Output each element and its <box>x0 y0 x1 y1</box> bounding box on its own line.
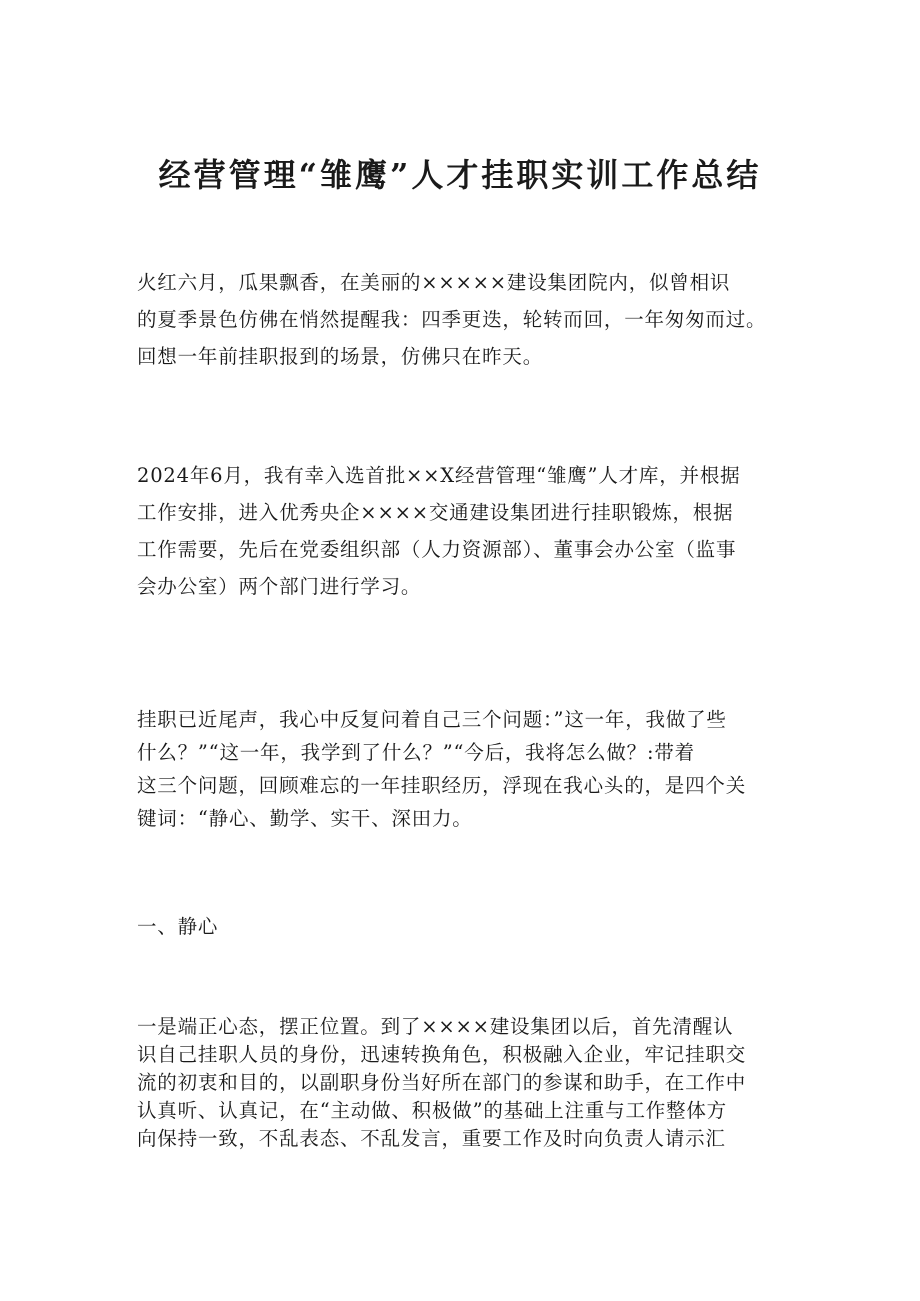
paragraph-line: 回想一年前挂职报到的场景，仿佛只在昨天。 <box>137 345 544 368</box>
paragraph-line: 认真听、认真记，在“主动做、积极做”的基础上注重与工作整体方 <box>137 1099 727 1122</box>
paragraph-line: 的夏季景色仿佛在悄然提醒我：四季更迭，轮转而回，一年匆匆而过。 <box>137 308 767 331</box>
paragraph-line: 这三个问题，回顾难忘的一年挂职经历，浮现在我心头的，是四个关 <box>137 774 747 797</box>
paragraph-line: 挂职已近尾声，我心中反复问着自己三个问题：”这一年，我做了些 <box>137 708 727 731</box>
paragraph-background <box>137 457 797 605</box>
paragraph-line: 一是端正心态，摆正位置。到了××××建设集团以后，首先清醒认 <box>137 1015 734 1038</box>
paragraph-line: 流的初衷和目的，以副职身份当好所在部门的参谋和助手，在工作中 <box>137 1071 747 1094</box>
paragraph-line: 键词：“静心、勤学、实干、深田力。 <box>137 807 473 830</box>
document-title: 经营管理“雏鹰”人才挂职实训工作总结 <box>158 156 762 195</box>
section-heading: 一、静心 <box>137 915 219 938</box>
paragraph-line: 火红六月，瓜果飘香，在美丽的×××××建设集团院内，似曾相识 <box>137 271 731 294</box>
paragraph-line: 会办公室）两个部门进行学习。 <box>137 575 422 598</box>
paragraph-questions <box>137 703 797 835</box>
paragraph-line: 工作安排，进入优秀央企××××交通建设集团进行挂职锻炼，根据 <box>137 501 734 524</box>
paragraph-intro <box>137 264 797 375</box>
paragraph-line: 工作需要，先后在党委组织部（人力资源部）、董事会办公室（监事 <box>137 538 737 561</box>
paragraph-line: 2024年6月，我有幸入选首批××X经营管理“雏鹰”人才库，并根据 <box>137 464 741 487</box>
paragraph-line: 识自己挂职人员的身份，迅速转换角色，积极融入企业，牢记挂职交 <box>137 1043 747 1066</box>
paragraph-line: 向保持一致，不乱表态、不乱发言，重要工作及时向负责人请示汇 <box>137 1127 726 1150</box>
paragraph-line: 什么？”“这一年，我学到了什么？”“今后，我将怎么做？:带着 <box>137 741 695 764</box>
paragraph-attitude <box>137 1013 797 1153</box>
